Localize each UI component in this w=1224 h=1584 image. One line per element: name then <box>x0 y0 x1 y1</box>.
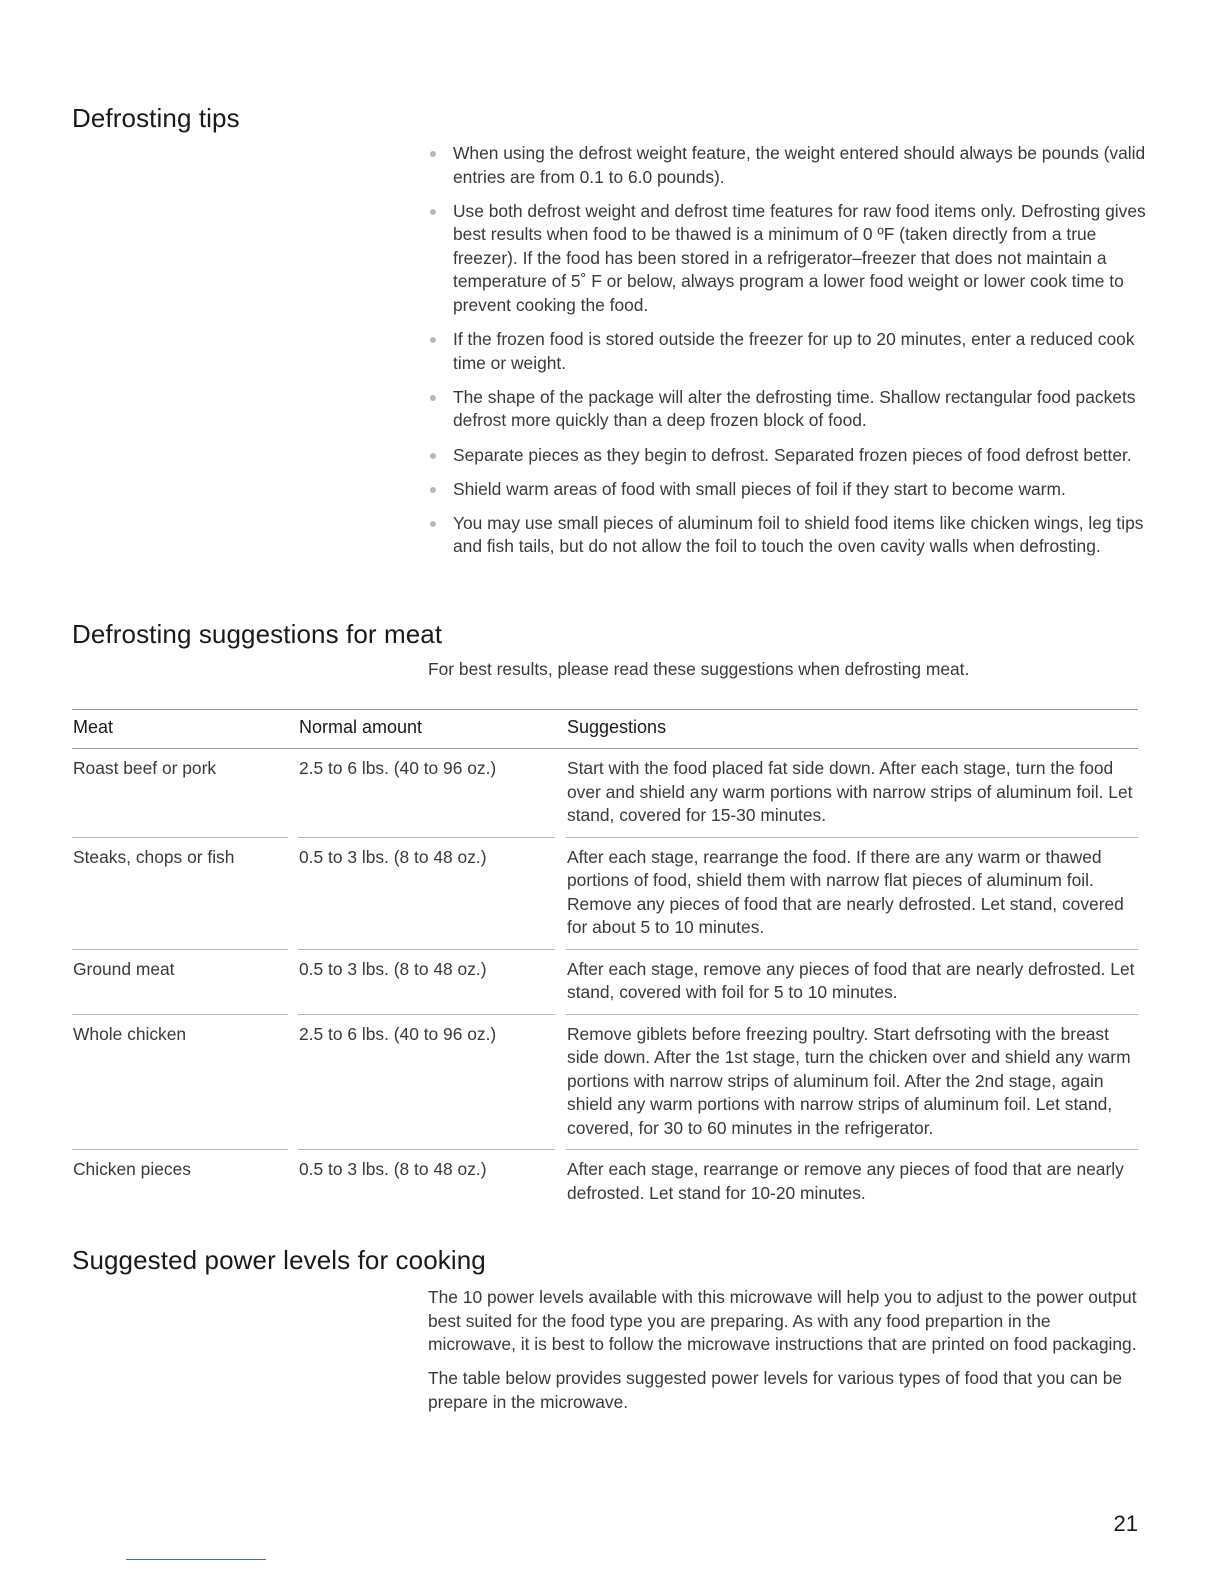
bullet-icon <box>430 209 436 215</box>
bullet-icon <box>430 337 436 343</box>
header-normal-amount: Normal amount <box>299 717 423 737</box>
header-suggestions: Suggestions <box>567 717 667 737</box>
amount-cell: 0.5 to 3 lbs. (8 to 48 oz.) <box>299 846 487 867</box>
amount-cell: 2.5 to 6 lbs. (40 to 96 oz.) <box>299 758 497 778</box>
bullet-icon <box>430 453 436 459</box>
tip-item <box>430 478 1146 502</box>
meat-defrost-table <box>72 709 1138 1215</box>
table-row <box>72 1150 1138 1215</box>
tip-text: When using the defrost weight feature, the weight entered should always be pounds (valid entries are from 0.1 to 6.0 pounds). <box>453 143 1146 187</box>
bullet-icon <box>430 395 436 401</box>
tip-item <box>430 386 1146 433</box>
bullet-icon <box>430 487 436 493</box>
tip-text: Use both defrost weight and defrost time features for raw food items only. Defrosting gives best results when food to be thawed is a minimum of 0 ºF (taken directly from a true freezer). If the food has been stored in a refrigerator–freezer that does not maintain a temperature of 5˚ F or below, always program a lower food weight or lower cook time to prevent cooking the food. <box>453 200 1146 316</box>
tip-text: Separate pieces as they begin to defrost. Separated frozen pieces of food defrost better. <box>453 444 1132 465</box>
tip-item <box>430 328 1146 375</box>
suggestion-cell: Start with the food placed fat side down. After each stage, turn the food over and shield any warm portions with narrow strips of aluminum foil. Let stand, covered for 15-30 minutes. <box>567 758 1133 825</box>
tip-item <box>430 512 1146 559</box>
meat-cell: Roast beef or pork <box>73 758 217 778</box>
bullet-icon <box>430 151 436 157</box>
meat-cell: Chicken pieces <box>73 1159 191 1179</box>
header-meat: Meat <box>73 717 114 737</box>
tip-text: If the frozen food is stored outside the freezer for up to 20 minutes, enter a reduced cook time or weight. <box>453 329 1135 373</box>
table-row <box>72 950 1138 1015</box>
suggestion-cell: After each stage, rearrange or remove any pieces of food that are nearly defrosted. Let stand for 10-20 minutes. <box>567 1159 1124 1203</box>
page-number: 21 <box>1113 1511 1138 1536</box>
defrosting-tips-list <box>430 142 1146 569</box>
amount-cell: 2.5 to 6 lbs. (40 to 96 oz.) <box>299 1023 497 1044</box>
tip-text: The shape of the package will alter the defrosting time. Shallow rectangular food packets defrost more quickly than a deep frozen block of food. <box>453 386 1136 431</box>
tip-item <box>430 444 1146 468</box>
tip-text: Shield warm areas of food with small pieces of foil if they start to become warm. <box>453 478 1066 499</box>
tip-text: You may use small pieces of aluminum foil to shield food items like chicken wings, leg tips and fish tails, but do not allow the foil to touch the oven cavity walls when defrosting. <box>453 512 1144 557</box>
power-levels-text <box>428 1286 1140 1425</box>
tip-item <box>430 142 1146 189</box>
bullet-icon <box>430 521 436 527</box>
meat-cell: Steaks, chops or fish <box>73 846 235 867</box>
suggestion-cell: After each stage, rearrange the food. If there are any warm or thawed portions of food, shield them with narrow flat pieces of aluminum foil. Remove any pieces of food that are nearly defrosted. Let stand, covered for about 5 to 10 minutes. <box>567 846 1124 937</box>
suggestion-cell: After each stage, remove any pieces of food that are nearly defrosted. Let stand, covered with foil for 5 to 10 minutes. <box>567 958 1135 1002</box>
amount-cell: 0.5 to 3 lbs. (8 to 48 oz.) <box>299 958 487 979</box>
paragraph: The 10 power levels available with this microwave will help you to adjust to the power output best suited for the food type you are preparing. As with any food prepartion in the microwave, it is best to follow the microwave instructions that are printed on food packaging. <box>428 1287 1137 1355</box>
power-levels-heading: Suggested power levels for cooking <box>72 1245 486 1275</box>
table-row <box>72 749 1138 838</box>
tip-item <box>430 200 1146 318</box>
table-header-row <box>72 710 1138 749</box>
defrosting-tips-heading: Defrosting tips <box>72 103 240 133</box>
meat-intro-text: For best results, please read these suggestions when defrosting meat. <box>428 659 970 679</box>
meat-cell: Whole chicken <box>73 1023 187 1044</box>
amount-cell: 0.5 to 3 lbs. (8 to 48 oz.) <box>299 1159 487 1179</box>
paragraph: The table below provides suggested power levels for various types of food that you can be prepare in the microwave. <box>428 1368 1123 1412</box>
suggestion-cell: Remove giblets before freezing poultry. Start defrsoting with the breast side down. After the 1st stage, turn the chicken over and shield any warm portions with narrow strips of aluminum foil. After the 2nd stage, again shield any warm portions with narrow strips of aluminum foil. Let stand, covered, for 30 to 60 minutes in the refrigerator. <box>567 1023 1131 1138</box>
table-row <box>72 838 1138 950</box>
table-row <box>72 1015 1138 1151</box>
defrosting-meat-heading: Defrosting suggestions for meat <box>72 619 443 649</box>
footer-rule <box>126 1559 266 1560</box>
meat-cell: Ground meat <box>73 958 175 979</box>
